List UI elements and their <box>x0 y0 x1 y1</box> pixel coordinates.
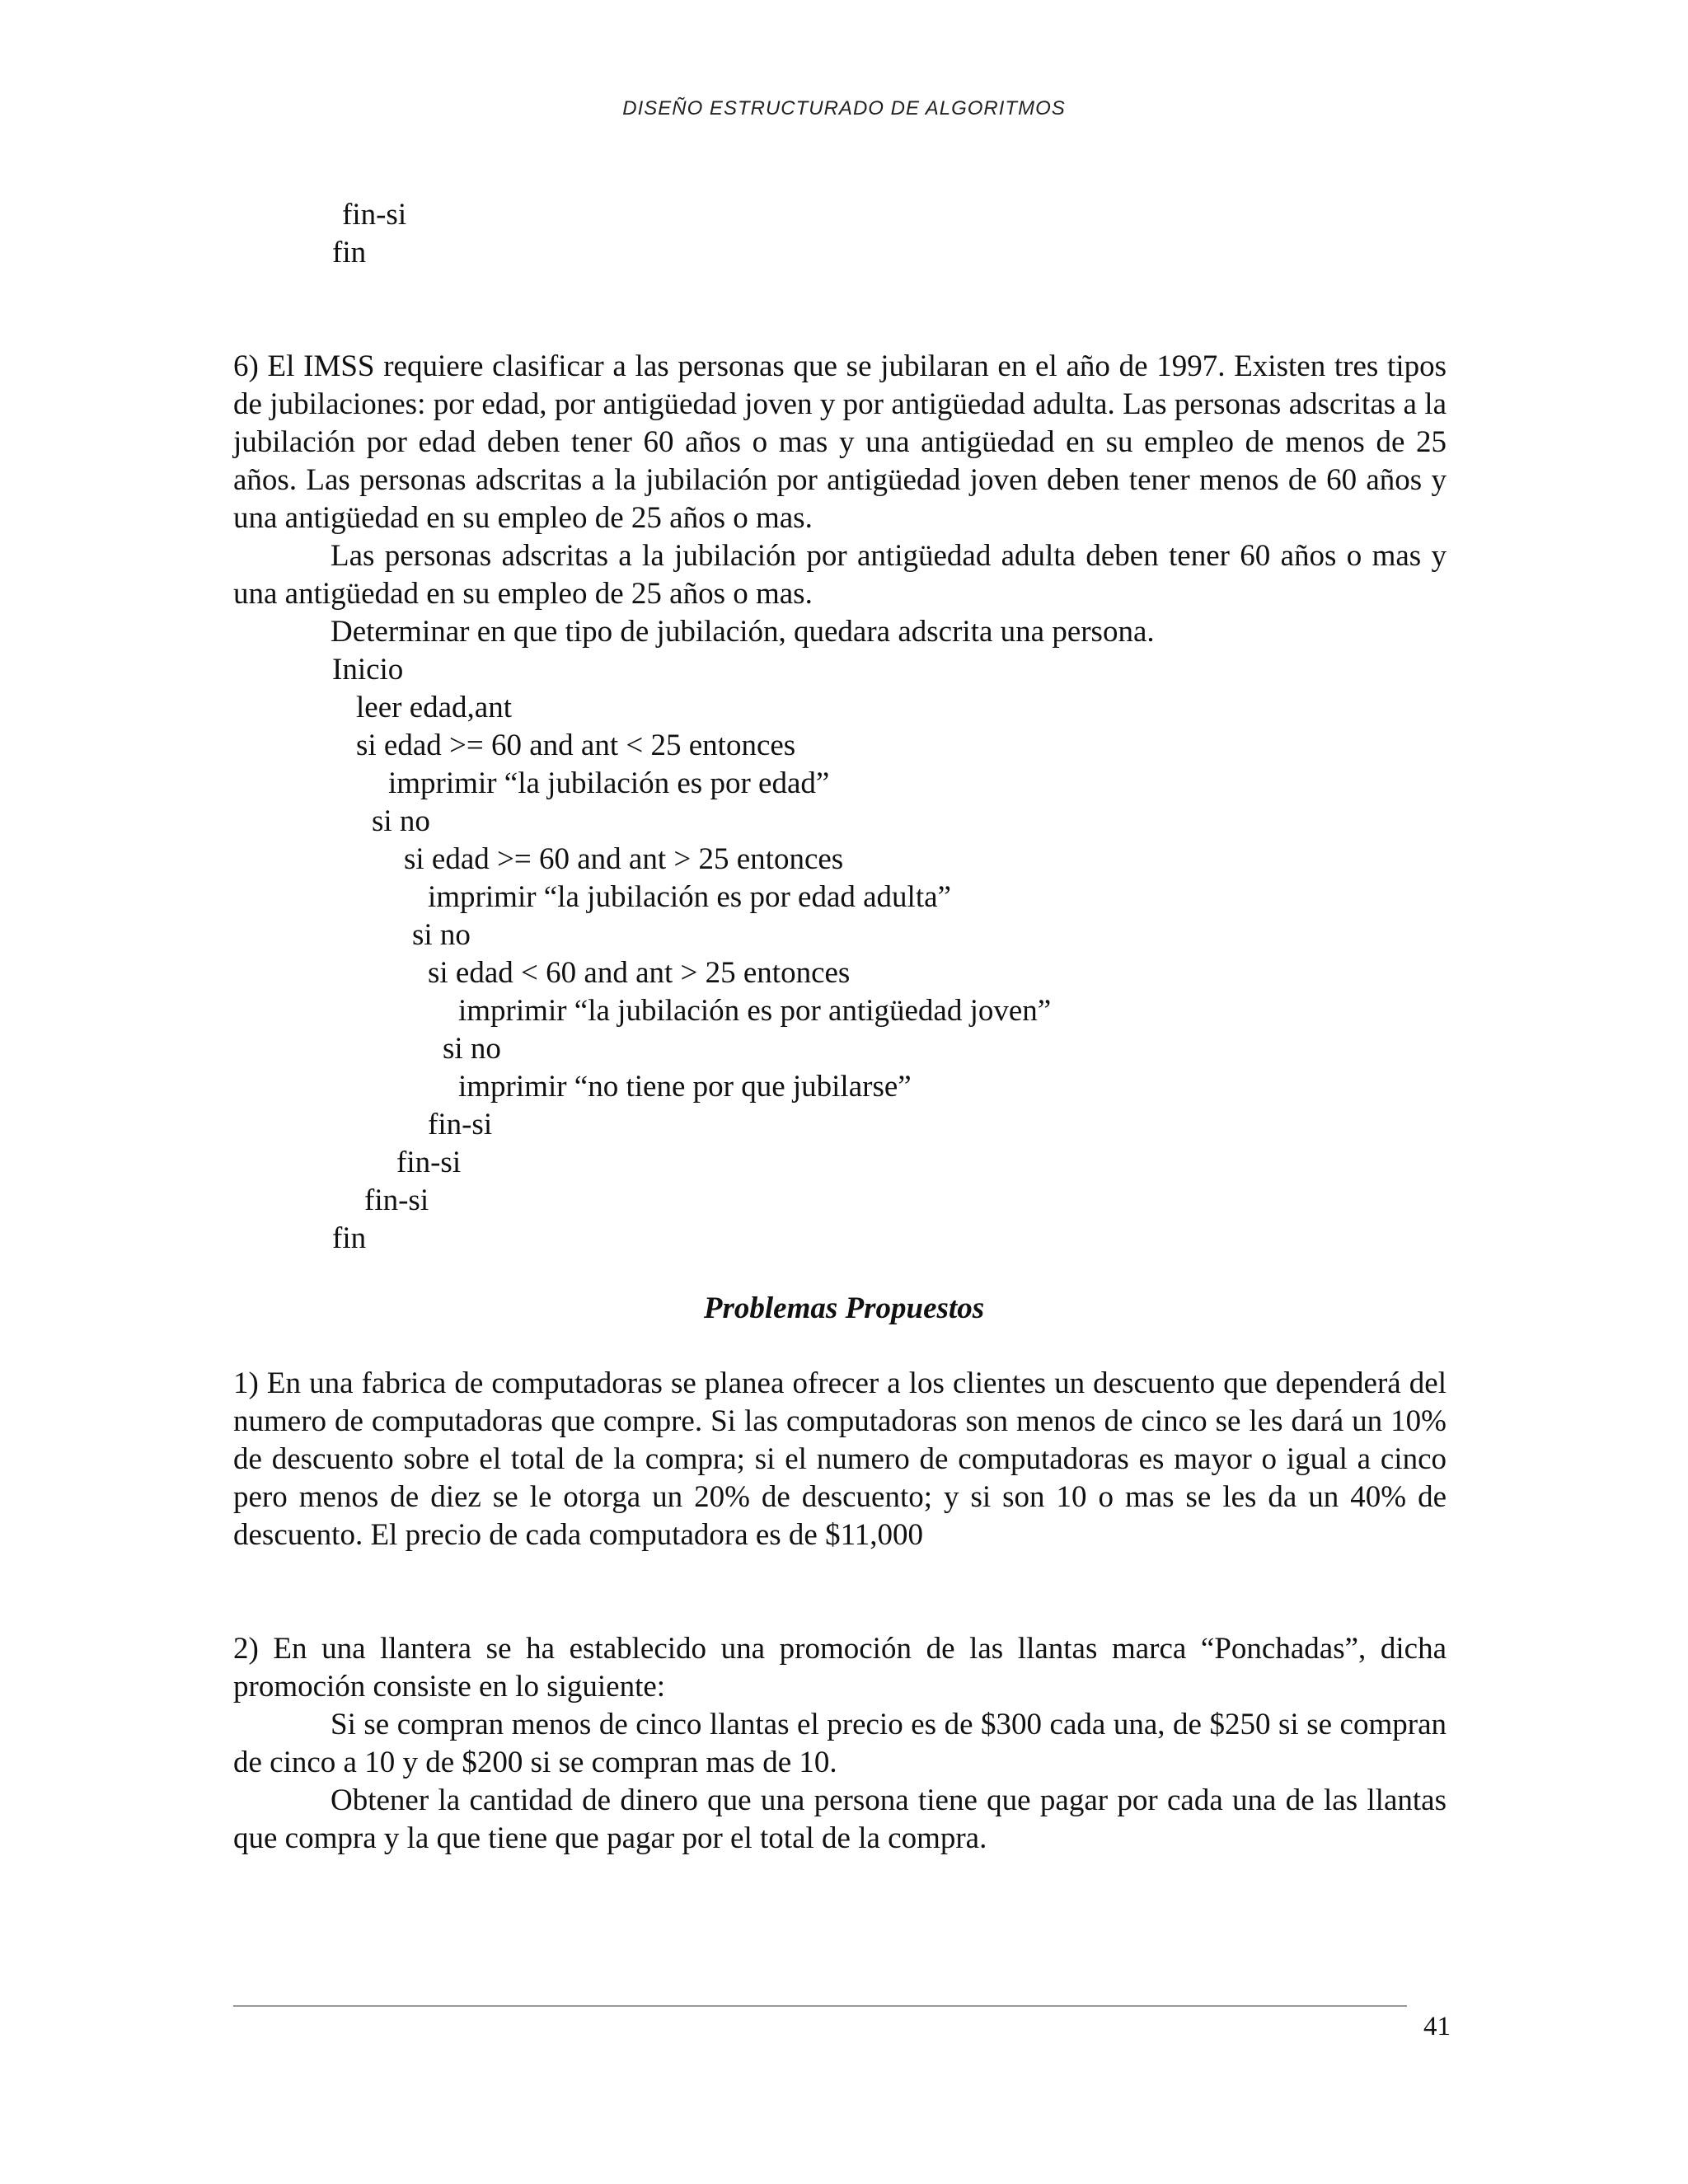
proposed-problem-1: 1) En una fabrica de computadoras se planea ofrecer a los clientes un descuento que dependerá del numero de computadoras que compre. Si las computadoras son menos de cinco se les dará un 10% de descuento sobre el total de la compra; si el numero de computadoras es mayor o igual a cinco pero menos de diez se le otorga un 20% de descuento; y si son 10 o mas se les da un 40% de descuento. El precio de cada computadora es de $11,000 <box>233 1366 1447 1552</box>
footer-rule <box>233 2005 1407 2007</box>
code-line: si no <box>412 918 471 952</box>
proposed-problem-2-intro: 2) En una llantera se ha establecido una promoción de las llantas marca “Ponchadas”, dicha promoción consiste en lo siguiente: <box>233 1632 1447 1704</box>
code-line: fin <box>332 1221 367 1255</box>
code-line: imprimir “no tiene por que jubilarse” <box>458 1070 912 1104</box>
problem-6-statement: 6) El IMSS requiere clasificar a las personas que se jubilaran en el año de 1997. Existen tres tipos de jubilaciones: por edad, por antigüedad joven y por antigüedad adulta. Las personas adscritas a la jubilación por edad deben tener 60 años o mas y una antigüedad en su empleo de menos de 25 años. Las personas adscritas a la jubilación por antigüedad joven deben tener menos de 60 años y una antigüedad en su empleo de 25 años o mas. <box>233 349 1447 535</box>
problem-6-adulta-paragraph: Las personas adscritas a la jubilación por antigüedad adulta deben tener 60 años o mas y una antigüedad en su empleo de 25 años o mas. <box>233 539 1447 611</box>
code-line: imprimir “la jubilación es por antigüedad joven” <box>458 994 1052 1028</box>
problem-6-task: Determinar en que tipo de jubilación, quedara adscrita una persona. <box>331 615 1155 649</box>
code-line: imprimir “la jubilación es por edad adulta” <box>428 880 951 914</box>
running-header: DISEÑO ESTRUCTURADO DE ALGORITMOS <box>622 97 1066 120</box>
code-line: si no <box>443 1032 501 1066</box>
code-line: imprimir “la jubilación es por edad” <box>388 766 830 800</box>
code-line: si no <box>372 804 430 838</box>
code-line: si edad >= 60 and ant < 25 entonces <box>356 729 796 762</box>
code-line: fin-si <box>364 1183 429 1217</box>
code-line: Inicio <box>332 653 404 687</box>
code-line: si edad < 60 and ant > 25 entonces <box>428 956 851 990</box>
section-heading: Problemas Propuestos <box>703 1291 985 1325</box>
proposed-problem-2-task: Obtener la cantidad de dinero que una persona tiene que pagar por cada una de las llantas que compra y la que tiene que pagar por el total de la compra. <box>233 1783 1447 1855</box>
code-line: leer edad,ant <box>356 691 512 724</box>
code-line: fin <box>332 236 367 269</box>
page-number: 41 <box>1423 2012 1451 2041</box>
code-line: fin-si <box>428 1108 493 1141</box>
proposed-problem-2-prices: Si se compran menos de cinco llantas el precio es de $300 cada una, de $250 si se compran de cinco a 10 y de $200 si se compran mas de 10. <box>233 1708 1447 1779</box>
code-line: fin-si <box>342 198 407 232</box>
code-line: fin-si <box>396 1146 462 1179</box>
code-line: si edad >= 60 and ant > 25 entonces <box>404 842 844 876</box>
